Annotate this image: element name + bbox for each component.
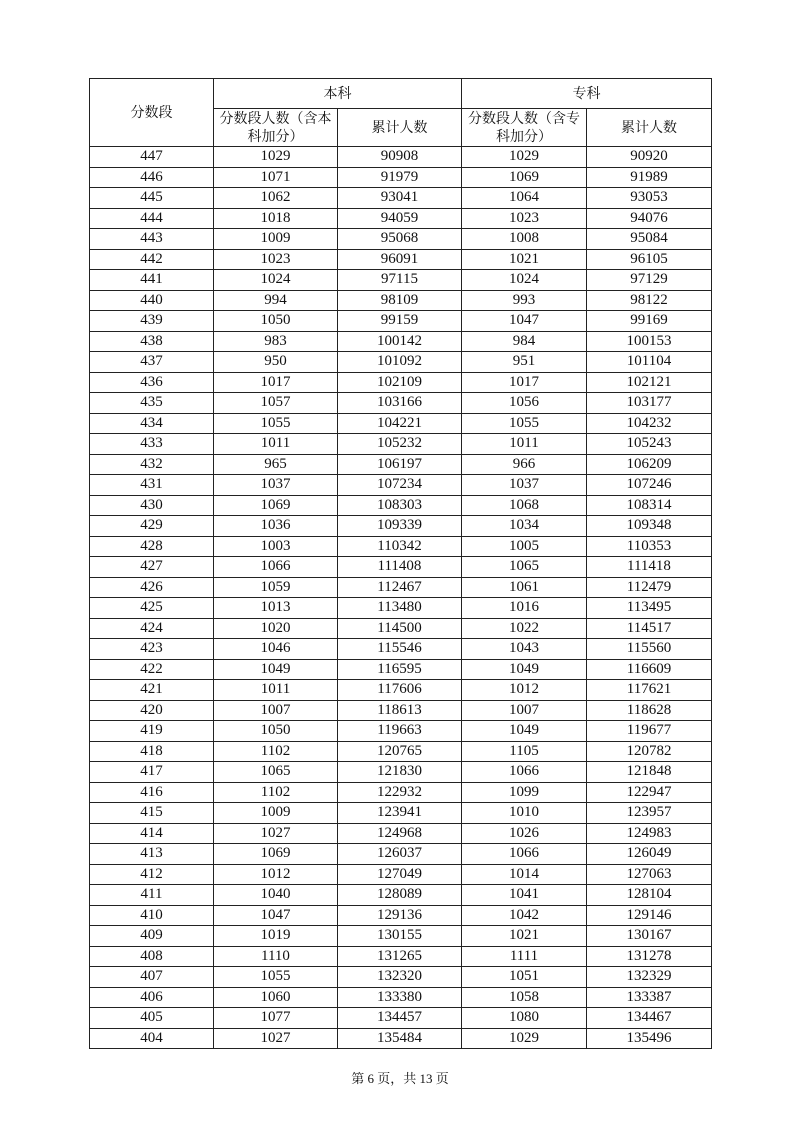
benke-count-cell: 1007 xyxy=(214,700,338,721)
benke-count-cell: 1062 xyxy=(214,188,338,209)
benke-count-cell: 1027 xyxy=(214,1028,338,1049)
zhuanke-cumulative-cell: 124983 xyxy=(587,823,712,844)
score-band-cell: 409 xyxy=(90,926,214,947)
header-benke-count: 分数段人数（含本科加分） xyxy=(214,109,338,147)
benke-count-cell: 1024 xyxy=(214,270,338,291)
zhuanke-count-cell: 1080 xyxy=(462,1008,587,1029)
zhuanke-count-cell: 1042 xyxy=(462,905,587,926)
table-row xyxy=(90,495,712,516)
benke-count-cell: 1009 xyxy=(214,803,338,824)
table-row xyxy=(90,659,712,680)
zhuanke-count-cell: 1007 xyxy=(462,700,587,721)
zhuanke-cumulative-cell: 110353 xyxy=(587,536,712,557)
score-band-cell: 431 xyxy=(90,475,214,496)
benke-count-cell: 1027 xyxy=(214,823,338,844)
table-row xyxy=(90,700,712,721)
benke-count-cell: 1003 xyxy=(214,536,338,557)
table-row xyxy=(90,905,712,926)
zhuanke-cumulative-cell: 127063 xyxy=(587,864,712,885)
benke-cumulative-cell: 110342 xyxy=(338,536,462,557)
score-band-cell: 419 xyxy=(90,721,214,742)
benke-cumulative-cell: 111408 xyxy=(338,557,462,578)
table-row xyxy=(90,823,712,844)
benke-cumulative-cell: 130155 xyxy=(338,926,462,947)
zhuanke-count-cell: 1024 xyxy=(462,270,587,291)
benke-count-cell: 1037 xyxy=(214,475,338,496)
zhuanke-cumulative-cell: 119677 xyxy=(587,721,712,742)
benke-count-cell: 1047 xyxy=(214,905,338,926)
zhuanke-cumulative-cell: 120782 xyxy=(587,741,712,762)
benke-count-cell: 1019 xyxy=(214,926,338,947)
benke-cumulative-cell: 113480 xyxy=(338,598,462,619)
score-band-cell: 444 xyxy=(90,208,214,229)
zhuanke-count-cell: 1012 xyxy=(462,680,587,701)
zhuanke-cumulative-cell: 129146 xyxy=(587,905,712,926)
table-row xyxy=(90,885,712,906)
table-row xyxy=(90,413,712,434)
zhuanke-count-cell: 984 xyxy=(462,331,587,352)
benke-count-cell: 1071 xyxy=(214,167,338,188)
score-band-cell: 438 xyxy=(90,331,214,352)
zhuanke-cumulative-cell: 115560 xyxy=(587,639,712,660)
score-band-cell: 426 xyxy=(90,577,214,598)
table-row xyxy=(90,844,712,865)
benke-count-cell: 994 xyxy=(214,290,338,311)
zhuanke-count-cell: 951 xyxy=(462,352,587,373)
score-band-cell: 421 xyxy=(90,680,214,701)
benke-cumulative-cell: 120765 xyxy=(338,741,462,762)
benke-cumulative-cell: 95068 xyxy=(338,229,462,250)
score-band-cell: 445 xyxy=(90,188,214,209)
score-band-cell: 407 xyxy=(90,967,214,988)
zhuanke-cumulative-cell: 94076 xyxy=(587,208,712,229)
benke-cumulative-cell: 127049 xyxy=(338,864,462,885)
benke-cumulative-cell: 133380 xyxy=(338,987,462,1008)
benke-cumulative-cell: 115546 xyxy=(338,639,462,660)
table-row xyxy=(90,352,712,373)
table-row xyxy=(90,741,712,762)
zhuanke-cumulative-cell: 111418 xyxy=(587,557,712,578)
table-row xyxy=(90,618,712,639)
zhuanke-cumulative-cell: 95084 xyxy=(587,229,712,250)
zhuanke-count-cell: 1021 xyxy=(462,249,587,270)
zhuanke-count-cell: 1056 xyxy=(462,393,587,414)
benke-count-cell: 965 xyxy=(214,454,338,475)
zhuanke-count-cell: 1064 xyxy=(462,188,587,209)
zhuanke-count-cell: 1014 xyxy=(462,864,587,885)
zhuanke-count-cell: 1011 xyxy=(462,434,587,455)
benke-count-cell: 1011 xyxy=(214,680,338,701)
benke-cumulative-cell: 103166 xyxy=(338,393,462,414)
benke-cumulative-cell: 124968 xyxy=(338,823,462,844)
zhuanke-count-cell: 1066 xyxy=(462,762,587,783)
score-band-cell: 440 xyxy=(90,290,214,311)
score-band-cell: 418 xyxy=(90,741,214,762)
table-row xyxy=(90,987,712,1008)
score-band-cell: 405 xyxy=(90,1008,214,1029)
table-row xyxy=(90,639,712,660)
zhuanke-cumulative-cell: 102121 xyxy=(587,372,712,393)
zhuanke-count-cell: 1029 xyxy=(462,1028,587,1049)
table-row xyxy=(90,762,712,783)
zhuanke-count-cell: 1065 xyxy=(462,557,587,578)
benke-cumulative-cell: 104221 xyxy=(338,413,462,434)
table-row xyxy=(90,393,712,414)
score-band-cell: 406 xyxy=(90,987,214,1008)
score-band-cell: 447 xyxy=(90,147,214,168)
benke-cumulative-cell: 99159 xyxy=(338,311,462,332)
zhuanke-cumulative-cell: 133387 xyxy=(587,987,712,1008)
table-row xyxy=(90,803,712,824)
benke-cumulative-cell: 123941 xyxy=(338,803,462,824)
zhuanke-cumulative-cell: 100153 xyxy=(587,331,712,352)
zhuanke-cumulative-cell: 130167 xyxy=(587,926,712,947)
benke-cumulative-cell: 117606 xyxy=(338,680,462,701)
benke-count-cell: 983 xyxy=(214,331,338,352)
zhuanke-cumulative-cell: 114517 xyxy=(587,618,712,639)
zhuanke-count-cell: 1099 xyxy=(462,782,587,803)
zhuanke-count-cell: 966 xyxy=(462,454,587,475)
score-band-cell: 413 xyxy=(90,844,214,865)
benke-cumulative-cell: 94059 xyxy=(338,208,462,229)
benke-cumulative-cell: 132320 xyxy=(338,967,462,988)
zhuanke-count-cell: 993 xyxy=(462,290,587,311)
header-benke-cumulative: 累计人数 xyxy=(338,109,462,147)
score-band-cell: 428 xyxy=(90,536,214,557)
benke-cumulative-cell: 128089 xyxy=(338,885,462,906)
score-band-cell: 437 xyxy=(90,352,214,373)
score-band-cell: 417 xyxy=(90,762,214,783)
zhuanke-count-cell: 1022 xyxy=(462,618,587,639)
score-table xyxy=(89,78,712,1049)
zhuanke-count-cell: 1066 xyxy=(462,844,587,865)
zhuanke-count-cell: 1034 xyxy=(462,516,587,537)
zhuanke-cumulative-cell: 113495 xyxy=(587,598,712,619)
table-row xyxy=(90,372,712,393)
table-row xyxy=(90,331,712,352)
benke-cumulative-cell: 116595 xyxy=(338,659,462,680)
table-row xyxy=(90,946,712,967)
score-band-cell: 435 xyxy=(90,393,214,414)
table-row xyxy=(90,434,712,455)
score-band-cell: 433 xyxy=(90,434,214,455)
zhuanke-count-cell: 1058 xyxy=(462,987,587,1008)
score-band-cell: 429 xyxy=(90,516,214,537)
benke-count-cell: 1057 xyxy=(214,393,338,414)
benke-count-cell: 1069 xyxy=(214,495,338,516)
score-band-cell: 432 xyxy=(90,454,214,475)
benke-count-cell: 1040 xyxy=(214,885,338,906)
header-group-zhuanke: 专科 xyxy=(462,79,712,109)
score-band-cell: 430 xyxy=(90,495,214,516)
zhuanke-count-cell: 1005 xyxy=(462,536,587,557)
benke-count-cell: 1066 xyxy=(214,557,338,578)
zhuanke-cumulative-cell: 126049 xyxy=(587,844,712,865)
zhuanke-count-cell: 1055 xyxy=(462,413,587,434)
benke-cumulative-cell: 122932 xyxy=(338,782,462,803)
table-row xyxy=(90,680,712,701)
table-row xyxy=(90,926,712,947)
benke-count-cell: 1029 xyxy=(214,147,338,168)
benke-count-cell: 1055 xyxy=(214,967,338,988)
zhuanke-cumulative-cell: 91989 xyxy=(587,167,712,188)
table-row xyxy=(90,967,712,988)
table-row xyxy=(90,188,712,209)
benke-count-cell: 1069 xyxy=(214,844,338,865)
zhuanke-cumulative-cell: 121848 xyxy=(587,762,712,783)
benke-cumulative-cell: 90908 xyxy=(338,147,462,168)
table-row xyxy=(90,557,712,578)
table-row xyxy=(90,454,712,475)
zhuanke-count-cell: 1068 xyxy=(462,495,587,516)
table-row xyxy=(90,1008,712,1029)
benke-count-cell: 1055 xyxy=(214,413,338,434)
table-row xyxy=(90,311,712,332)
table-row xyxy=(90,782,712,803)
header-zhuanke-cumulative: 累计人数 xyxy=(587,109,712,147)
zhuanke-count-cell: 1111 xyxy=(462,946,587,967)
table-row xyxy=(90,475,712,496)
zhuanke-count-cell: 1049 xyxy=(462,659,587,680)
zhuanke-count-cell: 1029 xyxy=(462,147,587,168)
score-band-cell: 416 xyxy=(90,782,214,803)
benke-cumulative-cell: 106197 xyxy=(338,454,462,475)
zhuanke-count-cell: 1008 xyxy=(462,229,587,250)
benke-count-cell: 1009 xyxy=(214,229,338,250)
benke-cumulative-cell: 112467 xyxy=(338,577,462,598)
zhuanke-count-cell: 1061 xyxy=(462,577,587,598)
score-band-cell: 410 xyxy=(90,905,214,926)
score-band-cell: 436 xyxy=(90,372,214,393)
table-row xyxy=(90,167,712,188)
benke-cumulative-cell: 108303 xyxy=(338,495,462,516)
benke-cumulative-cell: 101092 xyxy=(338,352,462,373)
table-body xyxy=(90,147,712,1049)
zhuanke-cumulative-cell: 108314 xyxy=(587,495,712,516)
zhuanke-cumulative-cell: 116609 xyxy=(587,659,712,680)
zhuanke-cumulative-cell: 99169 xyxy=(587,311,712,332)
zhuanke-cumulative-cell: 98122 xyxy=(587,290,712,311)
benke-count-cell: 1018 xyxy=(214,208,338,229)
benke-cumulative-cell: 107234 xyxy=(338,475,462,496)
benke-count-cell: 1059 xyxy=(214,577,338,598)
score-band-cell: 420 xyxy=(90,700,214,721)
table-row xyxy=(90,516,712,537)
benke-count-cell: 1050 xyxy=(214,311,338,332)
score-band-cell: 442 xyxy=(90,249,214,270)
score-band-cell: 423 xyxy=(90,639,214,660)
table-header xyxy=(90,79,712,147)
benke-cumulative-cell: 129136 xyxy=(338,905,462,926)
zhuanke-cumulative-cell: 103177 xyxy=(587,393,712,414)
zhuanke-count-cell: 1026 xyxy=(462,823,587,844)
zhuanke-count-cell: 1069 xyxy=(462,167,587,188)
zhuanke-cumulative-cell: 135496 xyxy=(587,1028,712,1049)
benke-cumulative-cell: 109339 xyxy=(338,516,462,537)
zhuanke-cumulative-cell: 104232 xyxy=(587,413,712,434)
benke-cumulative-cell: 96091 xyxy=(338,249,462,270)
benke-cumulative-cell: 134457 xyxy=(338,1008,462,1029)
score-band-cell: 408 xyxy=(90,946,214,967)
benke-cumulative-cell: 100142 xyxy=(338,331,462,352)
benke-count-cell: 1012 xyxy=(214,864,338,885)
benke-cumulative-cell: 98109 xyxy=(338,290,462,311)
zhuanke-cumulative-cell: 122947 xyxy=(587,782,712,803)
benke-count-cell: 1036 xyxy=(214,516,338,537)
zhuanke-cumulative-cell: 101104 xyxy=(587,352,712,373)
benke-cumulative-cell: 93041 xyxy=(338,188,462,209)
zhuanke-count-cell: 1023 xyxy=(462,208,587,229)
table-row xyxy=(90,1028,712,1049)
benke-cumulative-cell: 126037 xyxy=(338,844,462,865)
benke-count-cell: 1020 xyxy=(214,618,338,639)
table-row xyxy=(90,290,712,311)
benke-count-cell: 1011 xyxy=(214,434,338,455)
table-row xyxy=(90,147,712,168)
zhuanke-count-cell: 1017 xyxy=(462,372,587,393)
zhuanke-cumulative-cell: 117621 xyxy=(587,680,712,701)
score-band-cell: 422 xyxy=(90,659,214,680)
benke-count-cell: 1023 xyxy=(214,249,338,270)
zhuanke-cumulative-cell: 123957 xyxy=(587,803,712,824)
benke-cumulative-cell: 118613 xyxy=(338,700,462,721)
zhuanke-count-cell: 1041 xyxy=(462,885,587,906)
benke-count-cell: 1077 xyxy=(214,1008,338,1029)
table-row xyxy=(90,598,712,619)
zhuanke-cumulative-cell: 132329 xyxy=(587,967,712,988)
benke-count-cell: 1050 xyxy=(214,721,338,742)
zhuanke-count-cell: 1021 xyxy=(462,926,587,947)
header-zhuanke-count: 分数段人数（含专科加分） xyxy=(462,109,587,147)
table-row xyxy=(90,270,712,291)
table-row xyxy=(90,577,712,598)
zhuanke-cumulative-cell: 107246 xyxy=(587,475,712,496)
table-row xyxy=(90,536,712,557)
zhuanke-cumulative-cell: 93053 xyxy=(587,188,712,209)
benke-count-cell: 1102 xyxy=(214,782,338,803)
zhuanke-cumulative-cell: 90920 xyxy=(587,147,712,168)
score-band-cell: 415 xyxy=(90,803,214,824)
zhuanke-count-cell: 1049 xyxy=(462,721,587,742)
zhuanke-cumulative-cell: 97129 xyxy=(587,270,712,291)
score-band-cell: 427 xyxy=(90,557,214,578)
benke-count-cell: 1049 xyxy=(214,659,338,680)
table-row xyxy=(90,249,712,270)
score-band-cell: 425 xyxy=(90,598,214,619)
benke-cumulative-cell: 91979 xyxy=(338,167,462,188)
table-row xyxy=(90,721,712,742)
score-band-cell: 414 xyxy=(90,823,214,844)
benke-count-cell: 1102 xyxy=(214,741,338,762)
benke-cumulative-cell: 119663 xyxy=(338,721,462,742)
score-band-cell: 424 xyxy=(90,618,214,639)
zhuanke-cumulative-cell: 118628 xyxy=(587,700,712,721)
zhuanke-count-cell: 1047 xyxy=(462,311,587,332)
header-score-band: 分数段 xyxy=(90,79,214,147)
zhuanke-count-cell: 1051 xyxy=(462,967,587,988)
zhuanke-cumulative-cell: 134467 xyxy=(587,1008,712,1029)
score-band-cell: 446 xyxy=(90,167,214,188)
score-band-cell: 412 xyxy=(90,864,214,885)
benke-cumulative-cell: 121830 xyxy=(338,762,462,783)
score-band-cell: 411 xyxy=(90,885,214,906)
zhuanke-count-cell: 1010 xyxy=(462,803,587,824)
table-row xyxy=(90,864,712,885)
benke-count-cell: 1013 xyxy=(214,598,338,619)
benke-count-cell: 950 xyxy=(214,352,338,373)
zhuanke-count-cell: 1043 xyxy=(462,639,587,660)
benke-cumulative-cell: 97115 xyxy=(338,270,462,291)
score-band-cell: 443 xyxy=(90,229,214,250)
benke-count-cell: 1017 xyxy=(214,372,338,393)
benke-count-cell: 1060 xyxy=(214,987,338,1008)
score-band-cell: 404 xyxy=(90,1028,214,1049)
zhuanke-cumulative-cell: 112479 xyxy=(587,577,712,598)
zhuanke-cumulative-cell: 109348 xyxy=(587,516,712,537)
benke-count-cell: 1110 xyxy=(214,946,338,967)
page-footer: 第 6 页，共 13 页 xyxy=(351,1071,449,1086)
benke-cumulative-cell: 105232 xyxy=(338,434,462,455)
score-band-cell: 441 xyxy=(90,270,214,291)
benke-count-cell: 1065 xyxy=(214,762,338,783)
header-group-benke: 本科 xyxy=(214,79,462,109)
zhuanke-cumulative-cell: 105243 xyxy=(587,434,712,455)
benke-cumulative-cell: 114500 xyxy=(338,618,462,639)
benke-cumulative-cell: 131265 xyxy=(338,946,462,967)
table-row xyxy=(90,208,712,229)
zhuanke-count-cell: 1105 xyxy=(462,741,587,762)
score-band-cell: 439 xyxy=(90,311,214,332)
benke-cumulative-cell: 135484 xyxy=(338,1028,462,1049)
benke-cumulative-cell: 102109 xyxy=(338,372,462,393)
zhuanke-cumulative-cell: 128104 xyxy=(587,885,712,906)
zhuanke-cumulative-cell: 96105 xyxy=(587,249,712,270)
zhuanke-cumulative-cell: 106209 xyxy=(587,454,712,475)
score-band-cell: 434 xyxy=(90,413,214,434)
zhuanke-count-cell: 1016 xyxy=(462,598,587,619)
table-row xyxy=(90,229,712,250)
benke-count-cell: 1046 xyxy=(214,639,338,660)
zhuanke-cumulative-cell: 131278 xyxy=(587,946,712,967)
zhuanke-count-cell: 1037 xyxy=(462,475,587,496)
